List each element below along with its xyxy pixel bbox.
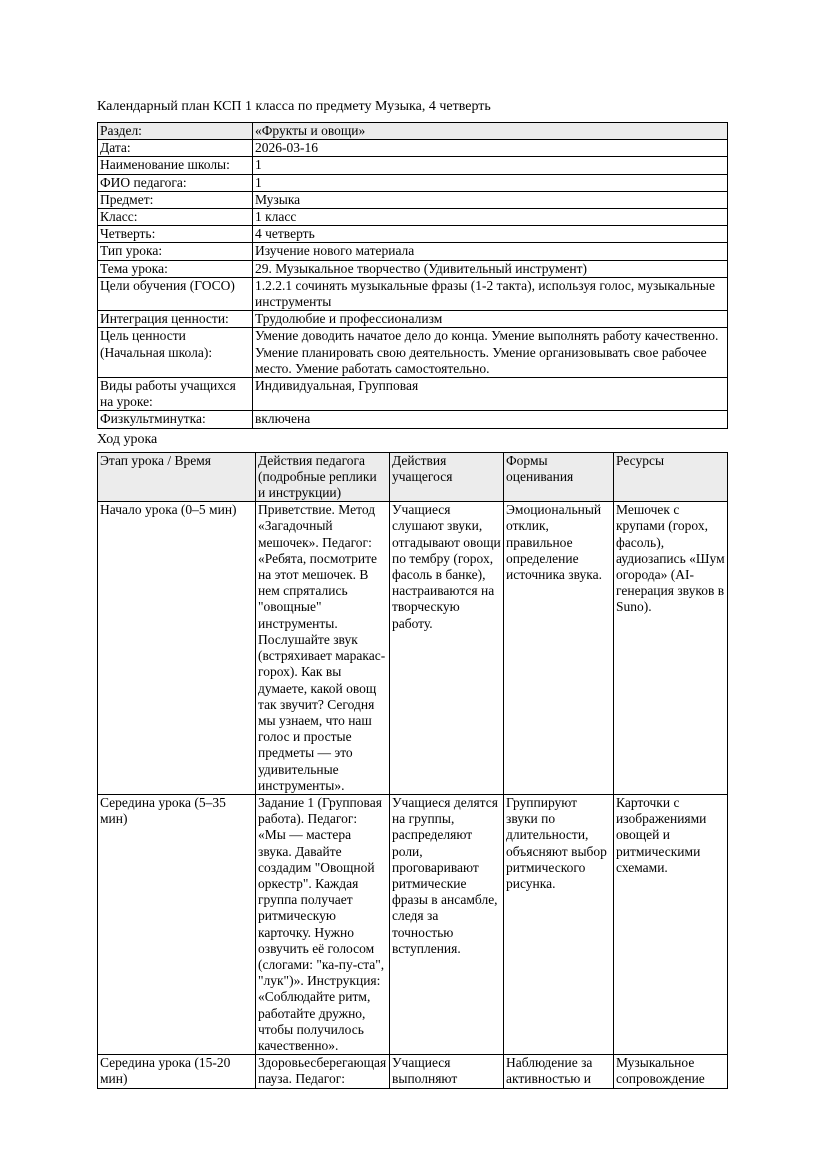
lesson-header-resources: Ресурсы	[614, 452, 728, 502]
lesson-row	[98, 502, 728, 795]
info-value: 1 класс	[253, 209, 728, 226]
info-label: Виды работы учащихся на уроке:	[98, 378, 253, 411]
info-row	[98, 209, 728, 226]
lesson-row	[98, 794, 728, 1054]
info-row	[98, 123, 728, 140]
info-value: Музыка	[253, 191, 728, 208]
info-label: Цели обучения (ГОСО)	[98, 277, 253, 310]
info-value: включена	[253, 411, 728, 428]
resources-cell: Мешочек с крупами (горох, фасоль), аудиозапись «Шум огорода» (AI-генерация звуков в Suno).	[614, 502, 728, 795]
info-value: 1	[253, 157, 728, 174]
info-row	[98, 277, 728, 310]
info-row	[98, 157, 728, 174]
resources-cell: Карточки с изображениями овощей и ритмическими схемами.	[614, 794, 728, 1054]
info-label: Физкультминутка:	[98, 411, 253, 428]
info-row	[98, 328, 728, 378]
lesson-header-row	[98, 452, 728, 502]
info-label: Класс:	[98, 209, 253, 226]
info-value: 1.2.2.1 сочинять музыкальные фразы (1-2 такта), используя голос, музыкальные инструменты	[253, 277, 728, 310]
stage-cell: Середина урока (15-20 мин)	[98, 1055, 256, 1088]
info-row	[98, 243, 728, 260]
info-row	[98, 378, 728, 411]
info-row	[98, 226, 728, 243]
info-value: 4 четверть	[253, 226, 728, 243]
section-heading: Ход урока	[97, 431, 158, 447]
info-label: Раздел:	[98, 123, 253, 140]
assessment-cell: Наблюдение за активностью и	[504, 1055, 614, 1088]
teacher-actions-cell: Приветствие. Метод «Загадочный мешочек». Педагог: «Ребята, посмотрите на этот мешочек. В нем спрятались "овощные" инструменты. Послушайте звук (встряхивает маракас-горох). Как вы думаете, какой овощ так звучит? Сегодня мы узнаем, что наш голос и простые предметы — это удивительные инструменты».	[256, 502, 390, 795]
info-value: «Фрукты и овощи»	[253, 123, 728, 140]
student-actions-cell: Учащиеся выполняют	[390, 1055, 504, 1088]
stage-cell: Начало урока (0–5 мин)	[98, 502, 256, 795]
student-actions-cell: Учащиеся делятся на группы, распределяют роли, проговаривают ритмические фразы в ансамбле, следя за точностью вступления.	[390, 794, 504, 1054]
info-label: Тема урока:	[98, 260, 253, 277]
page-title: Календарный план КСП 1 класса по предмету Музыка, 4 четверть	[97, 99, 491, 114]
info-value: Умение доводить начатое дело до конца. Умение выполнять работу качественно. Умение планировать свою деятельность. Умение организовывать свое рабочее место. Умение работать самостоятельно.	[253, 328, 728, 378]
info-row	[98, 191, 728, 208]
lesson-course-table	[97, 452, 728, 1089]
lesson-row	[98, 1055, 728, 1088]
info-row	[98, 260, 728, 277]
document-content	[97, 99, 727, 1089]
lesson-header-student-actions: Действия учащегося	[390, 452, 504, 502]
info-row	[98, 311, 728, 328]
stage-cell: Середина урока (5–35 мин)	[98, 794, 256, 1054]
info-label: Наименование школы:	[98, 157, 253, 174]
info-label: Тип урока:	[98, 243, 253, 260]
info-label: Интеграция ценности:	[98, 311, 253, 328]
info-row	[98, 140, 728, 157]
info-value: Трудолюбие и профессионализм	[253, 311, 728, 328]
info-label: ФИО педагога:	[98, 174, 253, 191]
resources-cell: Музыкальное сопровождение	[614, 1055, 728, 1088]
info-label: Дата:	[98, 140, 253, 157]
student-actions-cell: Учащиеся слушают звуки, отгадывают овощи по тембру (горох, фасоль в банке), настраиваются на творческую работу.	[390, 502, 504, 795]
info-row	[98, 174, 728, 191]
lesson-header-stage: Этап урока / Время	[98, 452, 256, 502]
assessment-cell: Группируют звуки по длительности, объясняют выбор ритмического рисунка.	[504, 794, 614, 1054]
lesson-header-assessment: Формы оценивания	[504, 452, 614, 502]
info-value: 1	[253, 174, 728, 191]
info-label: Предмет:	[98, 191, 253, 208]
info-label: Четверть:	[98, 226, 253, 243]
lesson-info-table	[97, 122, 728, 429]
lesson-header-teacher-actions: Действия педагога (подробные реплики и инструкции)	[256, 452, 390, 502]
info-value: Изучение нового материала	[253, 243, 728, 260]
info-value: 29. Музыкальное творчество (Удивительный инструмент)	[253, 260, 728, 277]
assessment-cell: Эмоциональный отклик, правильное определение источника звука.	[504, 502, 614, 795]
info-row	[98, 411, 728, 428]
teacher-actions-cell: Здоровьесберегающая пауза. Педагог:	[256, 1055, 390, 1088]
info-value: Индивидуальная, Групповая	[253, 378, 728, 411]
teacher-actions-cell: Задание 1 (Групповая работа). Педагог: «Мы — мастера звука. Давайте создадим "Овощной оркестр". Каждая группа получает ритмическую карточку. Нужно озвучить её голосом (слогами: "ка-пу-ста", "лук")». Инструкция: «Соблюдайте ритм, работайте дружно, чтобы получилось качественно».	[256, 794, 390, 1054]
info-label: Цель ценности (Начальная школа):	[98, 328, 253, 378]
info-value: 2026-03-16	[253, 140, 728, 157]
